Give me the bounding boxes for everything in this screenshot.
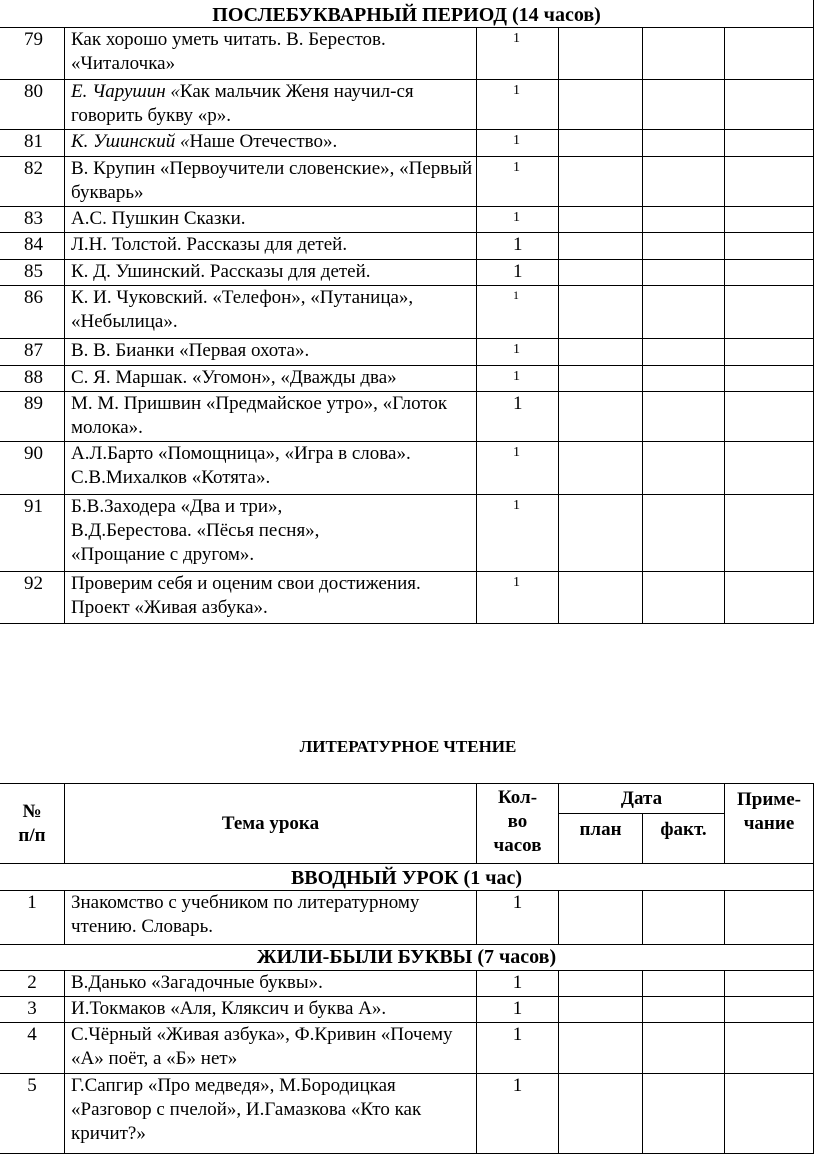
lesson-topic: Г.Сапгир «Про медведя», М.Бородицкая «Разговор с пчелой», И.Гамазкова «Кто как кричит?»	[65, 1074, 477, 1154]
table-row	[0, 28, 814, 80]
lesson-topic: А.С. Пушкин Сказки.	[65, 207, 477, 233]
hours-cell: 1	[477, 1023, 559, 1074]
row-number: 5	[0, 1074, 65, 1154]
lesson-topic: К. Д. Ушинский. Рассказы для детей.	[65, 260, 477, 286]
header-fact: факт.	[643, 814, 725, 864]
table-row	[0, 260, 814, 286]
header-topic: Тема урока	[65, 784, 477, 864]
lesson-topic: В.Данько «Загадочные буквы».	[65, 971, 477, 997]
table-row	[0, 1074, 814, 1154]
hours-cell: 1	[477, 260, 559, 286]
row-number: 88	[0, 366, 65, 392]
lesson-table-literary-reading	[0, 783, 814, 1154]
lesson-topic: Л.Н. Толстой. Рассказы для детей.	[65, 233, 477, 260]
table-row	[0, 997, 814, 1023]
lesson-topic: Как хорошо уметь читать. В. Берестов. «Читалочка»	[65, 28, 477, 80]
lesson-topic: С. Я. Маршак. «Угомон», «Дважды два»	[65, 366, 477, 392]
header-plan: план	[559, 814, 643, 864]
table-row	[0, 286, 814, 339]
hours-cell: 1	[477, 997, 559, 1023]
lesson-topic: С.Чёрный «Живая азбука», Ф.Кривин «Почему «А» поёт, а «Б» нет»	[65, 1023, 477, 1074]
table-row	[0, 442, 814, 495]
row-number: 87	[0, 339, 65, 366]
hours-cell: 1	[477, 1074, 559, 1154]
hours-cell: 1	[477, 80, 559, 130]
header-note: Приме-чание	[725, 784, 814, 864]
table-row	[0, 339, 814, 366]
hours-cell: 1	[477, 495, 559, 572]
table-row	[0, 1023, 814, 1074]
header-num: № п/п	[0, 784, 65, 864]
lesson-topic: В. Крупин «Первоучители словенские», «Первый букварь»	[65, 157, 477, 207]
table-row	[0, 233, 814, 260]
hours-cell: 1	[477, 392, 559, 442]
row-number: 91	[0, 495, 65, 572]
hours-cell: 1	[477, 971, 559, 997]
row-number: 90	[0, 442, 65, 495]
row-number: 84	[0, 233, 65, 260]
row-number: 85	[0, 260, 65, 286]
hours-cell: 1	[477, 130, 559, 157]
author-italic: К. Ушинский «	[71, 131, 190, 152]
table-row	[0, 891, 814, 945]
author-italic: Е. Чарушин «	[71, 81, 180, 102]
hours-cell: 1	[477, 157, 559, 207]
lesson-topic: Наше Отечество».	[189, 131, 338, 152]
row-number: 92	[0, 572, 65, 624]
hours-cell: 1	[477, 233, 559, 260]
header-date: Дата	[559, 784, 725, 814]
hours-cell: 1	[477, 442, 559, 495]
lesson-topic: И.Токмаков «Аля, Кляксич и буква А».	[65, 997, 477, 1023]
lesson-topic: К. И. Чуковский. «Телефон», «Путаница», «Небылица».	[65, 286, 477, 339]
row-number: 86	[0, 286, 65, 339]
row-number: 89	[0, 392, 65, 442]
hours-cell: 1	[477, 28, 559, 80]
header-hours: Кол-во часов	[477, 784, 559, 864]
section-title: ЖИЛИ-БЫЛИ БУКВЫ (7 часов)	[0, 945, 814, 971]
lesson-topic: А.Л.Барто «Помощница», «Игра в слова». С.В.Михалков «Котята».	[65, 442, 477, 495]
table-row	[0, 971, 814, 997]
table-row	[0, 572, 814, 624]
hours-cell: 1	[477, 572, 559, 624]
row-number: 4	[0, 1023, 65, 1074]
table-row	[0, 157, 814, 207]
date-fact-cell	[643, 28, 725, 80]
row-number: 83	[0, 207, 65, 233]
row-number: 80	[0, 80, 65, 130]
lesson-topic: М. М. Пришвин «Предмайское утро», «Глоток молока».	[65, 392, 477, 442]
row-number: 79	[0, 28, 65, 80]
lesson-topic: Как мальчик Женя научил-ся говорить букву «р».	[71, 81, 414, 126]
hours-cell: 1	[477, 207, 559, 233]
row-number: 3	[0, 997, 65, 1023]
lesson-topic: Знакомство с учебником по литературному чтению. Словарь.	[65, 891, 477, 945]
hours-cell: 1	[477, 286, 559, 339]
table-row	[0, 392, 814, 442]
hours-cell: 1	[477, 339, 559, 366]
table-row	[0, 495, 814, 572]
section-title: ПОСЛЕБУКВАРНЫЙ ПЕРИОД (14 часов)	[0, 0, 814, 28]
date-plan-cell	[559, 28, 643, 80]
note-cell	[725, 28, 814, 80]
hours-cell: 1	[477, 891, 559, 945]
table-row	[0, 207, 814, 233]
lesson-topic-cell	[65, 80, 477, 130]
table-row	[0, 80, 814, 130]
row-number: 2	[0, 971, 65, 997]
lesson-topic: Проверим себя и оценим свои достижения. Проект «Живая азбука».	[65, 572, 477, 624]
lesson-topic: Б.В.Заходера «Два и три», В.Д.Берестова. «Пёсья песня», «Прощание с другом».	[65, 495, 477, 572]
hours-cell: 1	[477, 366, 559, 392]
table-row	[0, 130, 814, 157]
page-title: ЛИТЕРАТУРНОЕ ЧТЕНИЕ	[299, 737, 517, 756]
lesson-topic-cell	[65, 130, 477, 157]
row-number: 82	[0, 157, 65, 207]
table-row	[0, 366, 814, 392]
lesson-topic: В. В. Бианки «Первая охота».	[65, 339, 477, 366]
row-number: 81	[0, 130, 65, 157]
row-number: 1	[0, 891, 65, 945]
section-title: ВВОДНЫЙ УРОК (1 час)	[0, 864, 814, 891]
